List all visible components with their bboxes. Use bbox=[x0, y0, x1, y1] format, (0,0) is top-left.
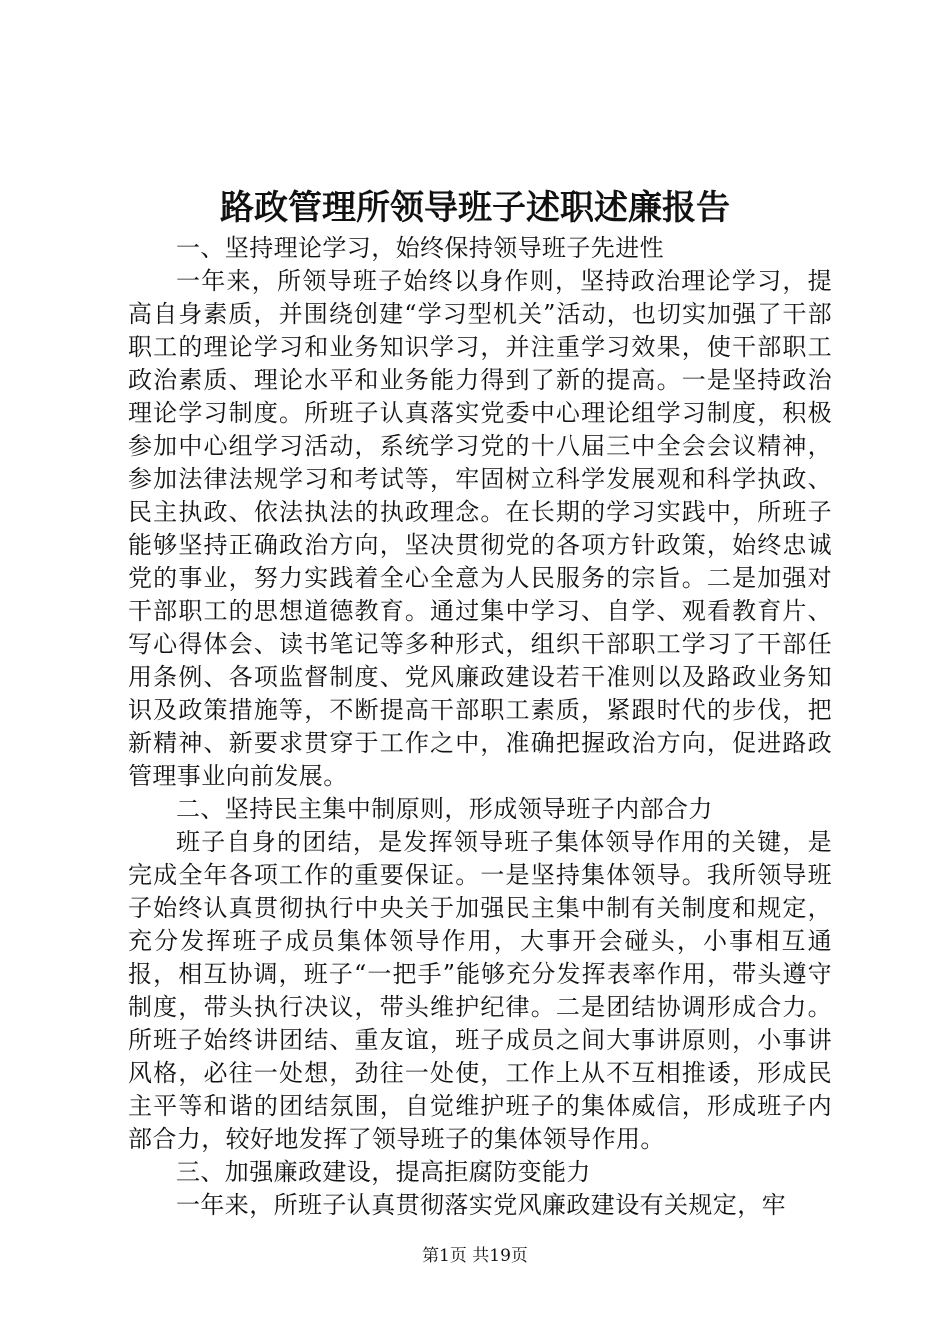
section-heading-1: 一、坚持理论学习，始终保持领导班子先进性 bbox=[176, 234, 664, 262]
page-number-footer: 第1页 共19页 bbox=[422, 1246, 528, 1266]
document-body bbox=[128, 232, 832, 1222]
document-title: 路政管理所领导班子述职述廉报告 bbox=[220, 188, 730, 228]
section-paragraph-1: 一年来，所领导班子始终以身作则，坚持政治理论学习，提高自身素质，并围绕创建“学习型机关”活动，也切实加强了干部职工的理论学习和业务知识学习，并注重学习效果，使干部职工政治素质、理论水平和业务能力得到了新的提高。一是坚持政治理论学习制度。所班子认真落实党委中心理论组学习制度，积极参加中心组学习活动，系统学习党的十八届三中全会会议精神，参加法律法规学习和考试等，牢固树立科学发展观和科学执政、民主执政、依法执法的执政理念。在长期的学习实践中，所班子能够坚持正确政治方向，坚决贯彻党的各项方针政策，始终忠诚党的事业，努力实践着全心全意为人民服务的宗旨。二是加强对干部职工的思想道德教育。通过集中学习、自学、观看教育片、写心得体会、读书笔记等多种形式，组织干部职工学习了干部任用条例、各项监督制度、党风廉政建设若干准则以及路政业务知识及政策措施等，不断提高干部职工素质，紧跟时代的步伐，把新精神、新要求贯穿于工作之中，准确把握政治方向，促进路政管理事业向前发展。 bbox=[128, 267, 832, 790]
section-heading-2: 二、坚持民主集中制原则，形成领导班子内部合力 bbox=[176, 795, 713, 823]
section-paragraph-3: 一年来，所班子认真贯彻落实党风廉政建设有关规定，牢 bbox=[176, 1191, 786, 1219]
section-paragraph-2: 班子自身的团结，是发挥领导班子集体领导作用的关键，是完成全年各项工作的重要保证。一是坚持集体领导。我所领导班子始终认真贯彻执行中央关于加强民主集中制有关制度和规定，充分发挥班子成员集体领导作用，大事开会碰头，小事相互通报，相互协调，班子“一把手”能够充分发挥表率作用，带头遵守制度，带头执行决议，带头维护纪律。二是团结协调形成合力。所班子始终讲团结、重友谊，班子成员之间大事讲原则，小事讲风格，必往一处想，劲往一处使，工作上从不互相推诿，形成民主平等和谐的团结氛围，自觉维护班子的集体威信，形成班子内部合力，较好地发挥了领导班子的集体领导作用。 bbox=[128, 828, 832, 1153]
section-heading-3: 三、加强廉政建设，提高拒腐防变能力 bbox=[176, 1158, 591, 1186]
